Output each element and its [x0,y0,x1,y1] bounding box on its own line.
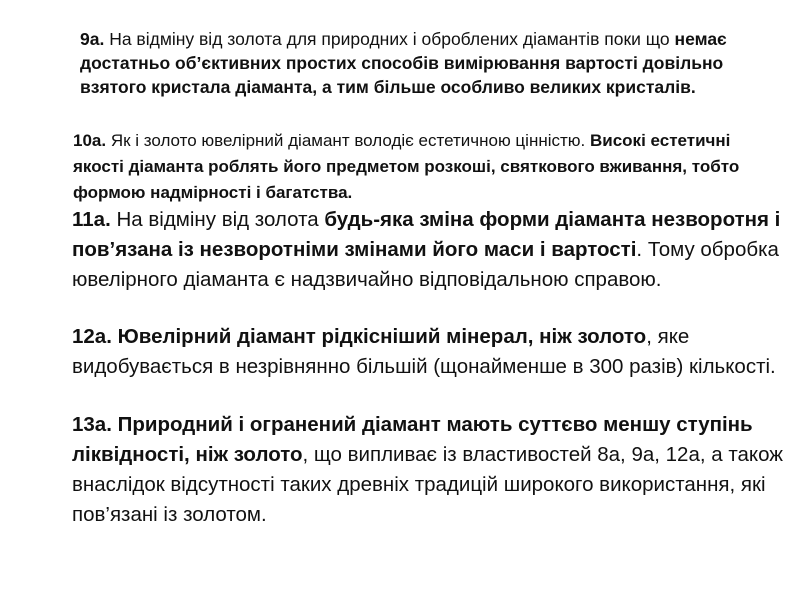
paragraph-11a [72,205,787,295]
paragraph-11a-regular-start: На відміну від золота [110,208,325,231]
paragraph-10a-number: 10а. [73,131,107,150]
paragraph-9a-number: 9а. [80,29,105,49]
paragraph-9a-bold: немає достатньо об’єктивних простих способів вимірювання вартості довільно взятого кристала діаманта, а тим більше особливо великих кристалів. [80,29,727,97]
paragraph-12a-regular: , яке видобувається в незрівнянно більшій (щонайменше в 300 разів) кількості. [72,325,776,378]
paragraph-13a-bold: 13а. Природний і огранений діамант мають суттєво меншу ступінь ліквідності, ніж золото [72,413,753,466]
paragraph-10a [73,128,783,206]
paragraph-12a [72,322,787,382]
paragraph-10a-regular: Як і золото ювелірний діамант володіє естетичною цінністю. [106,131,586,150]
paragraph-11a-number: 11а. [72,208,111,231]
paragraph-11a-bold: будь-яка зміна форми діаманта незворотня і пов’язана із незворотніми змінами його маси і вартості [72,208,781,261]
paragraph-12a-bold: 12а. Ювелірний діамант рідкісніший мінерал, ніж золото [72,325,647,348]
paragraph-13a [72,410,787,530]
paragraph-9a-regular: На відміну від золота для природних і оброблених діамантів поки що [104,29,670,49]
paragraph-13a-regular: , що випливає із властивостей 8а, 9а, 12а, а також внаслідок відсутності таких древніх традицій широкого використання, які пов’язані із золотом. [72,443,783,526]
paragraph-10a-bold: Високі естетичні якості діаманта роблять його предметом розкоші, святкового вживання, тобто формою надмірності і багатства. [73,131,740,202]
paragraph-9a [80,27,780,99]
paragraph-11a-regular-end: . Тому обробка ювелірного діаманта є надзвичайно відповідальною справою. [72,238,779,291]
